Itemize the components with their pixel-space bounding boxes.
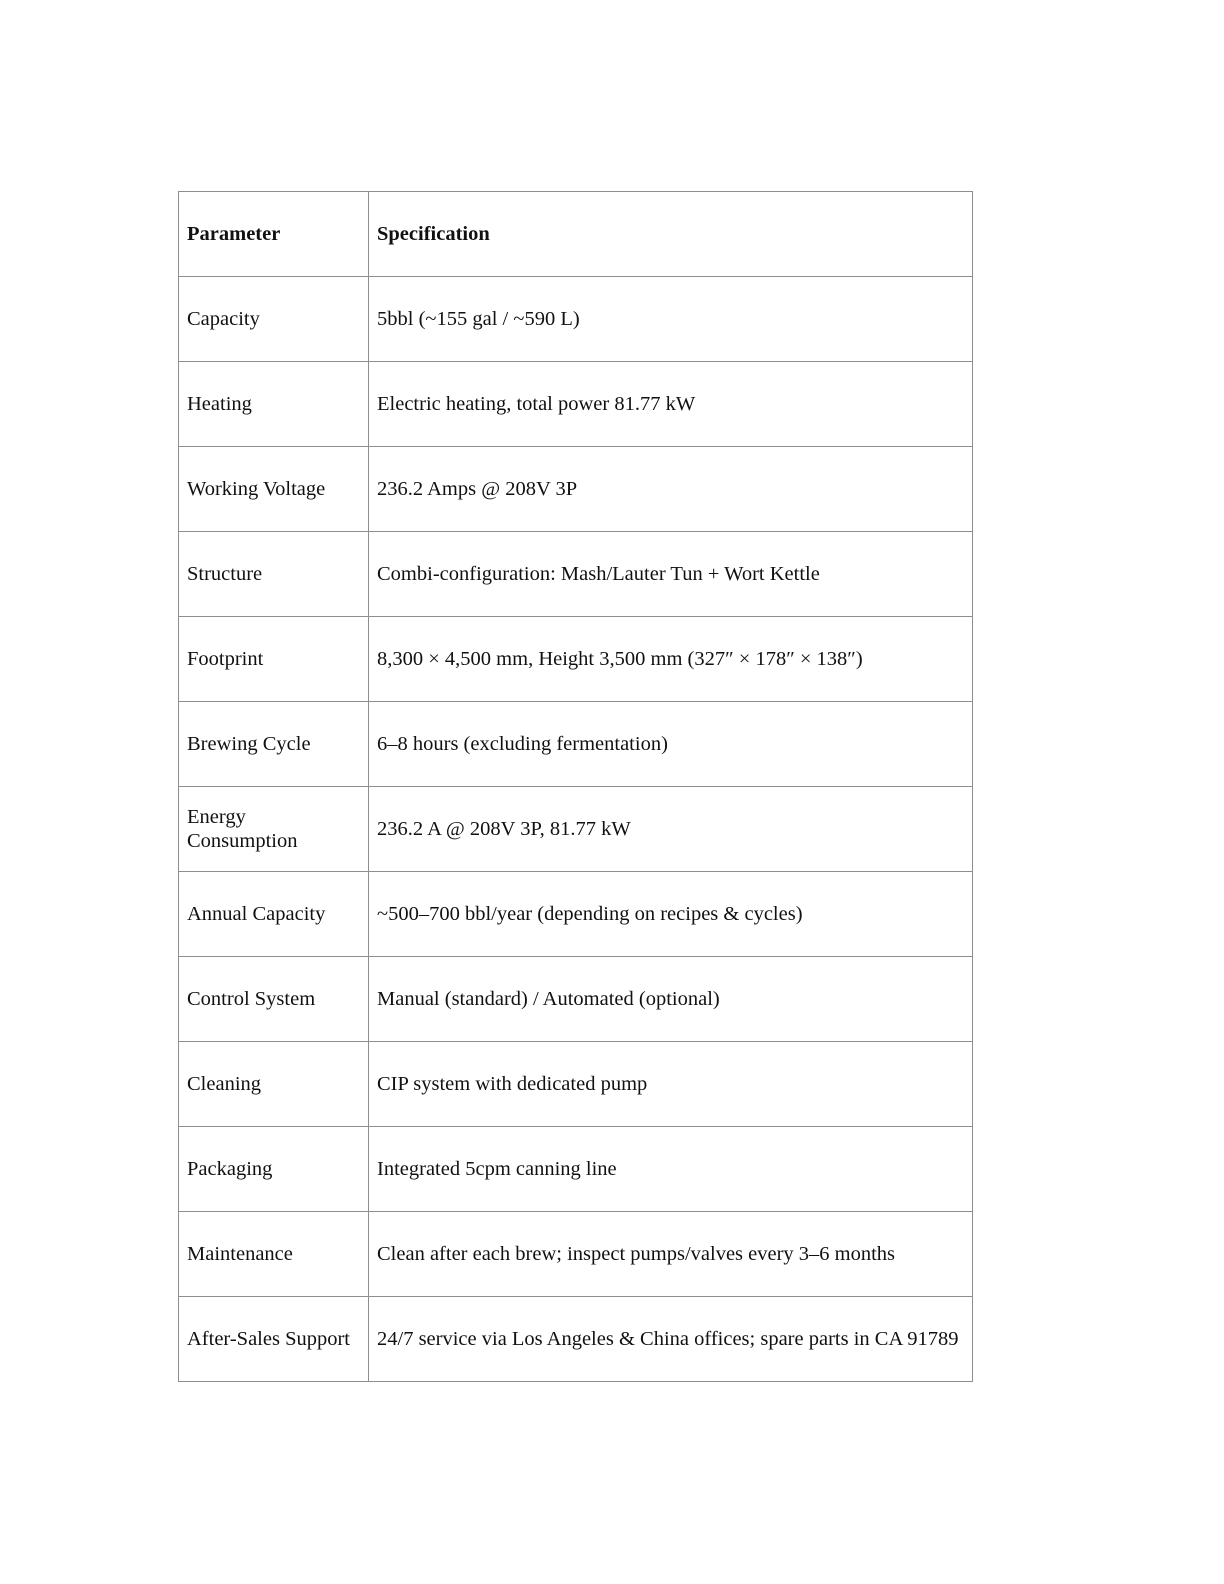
parameter-cell: Heating — [179, 362, 369, 447]
specification-cell: 236.2 A @ 208V 3P, 81.77 kW — [369, 787, 973, 872]
specification-cell: ~500–700 bbl/year (depending on recipes & cycles) — [369, 872, 973, 957]
specification-cell: Combi-configuration: Mash/Lauter Tun + Wort Kettle — [369, 532, 973, 617]
parameter-cell: After-Sales Support — [179, 1297, 369, 1382]
parameter-cell: Footprint — [179, 617, 369, 702]
parameter-cell: Working Voltage — [179, 447, 369, 532]
table-row — [179, 1297, 973, 1382]
specification-cell: Manual (standard) / Automated (optional) — [369, 957, 973, 1042]
specification-table — [178, 191, 973, 1382]
specification-cell: CIP system with dedicated pump — [369, 1042, 973, 1127]
header-specification: Specification — [369, 192, 973, 277]
table-row — [179, 277, 973, 362]
table-row — [179, 957, 973, 1042]
parameter-cell: Brewing Cycle — [179, 702, 369, 787]
parameter-cell: Annual Capacity — [179, 872, 369, 957]
parameter-cell: Cleaning — [179, 1042, 369, 1127]
specification-cell: 6–8 hours (excluding fermentation) — [369, 702, 973, 787]
parameter-cell: Packaging — [179, 1127, 369, 1212]
specification-cell: 236.2 Amps @ 208V 3P — [369, 447, 973, 532]
table-header-row — [179, 192, 973, 277]
specification-cell: 5bbl (~155 gal / ~590 L) — [369, 277, 973, 362]
table-body — [179, 277, 973, 1382]
specification-cell: Clean after each brew; inspect pumps/valves every 3–6 months — [369, 1212, 973, 1297]
specification-cell: 8,300 × 4,500 mm, Height 3,500 mm (327″ × 178″ × 138″) — [369, 617, 973, 702]
table-row — [179, 787, 973, 872]
specification-cell: 24/7 service via Los Angeles & China offices; spare parts in CA 91789 — [369, 1297, 973, 1382]
table-row — [179, 702, 973, 787]
table-row — [179, 1127, 973, 1212]
parameter-cell: Control System — [179, 957, 369, 1042]
specification-cell: Integrated 5cpm canning line — [369, 1127, 973, 1212]
parameter-cell: Structure — [179, 532, 369, 617]
header-parameter: Parameter — [179, 192, 369, 277]
specification-cell: Electric heating, total power 81.77 kW — [369, 362, 973, 447]
table-row — [179, 617, 973, 702]
table-row — [179, 1212, 973, 1297]
parameter-cell: Energy Consumption — [179, 787, 369, 872]
table-row — [179, 872, 973, 957]
table-row — [179, 532, 973, 617]
table-row — [179, 1042, 973, 1127]
table-row — [179, 362, 973, 447]
table-row — [179, 447, 973, 532]
parameter-cell: Maintenance — [179, 1212, 369, 1297]
parameter-cell: Capacity — [179, 277, 369, 362]
